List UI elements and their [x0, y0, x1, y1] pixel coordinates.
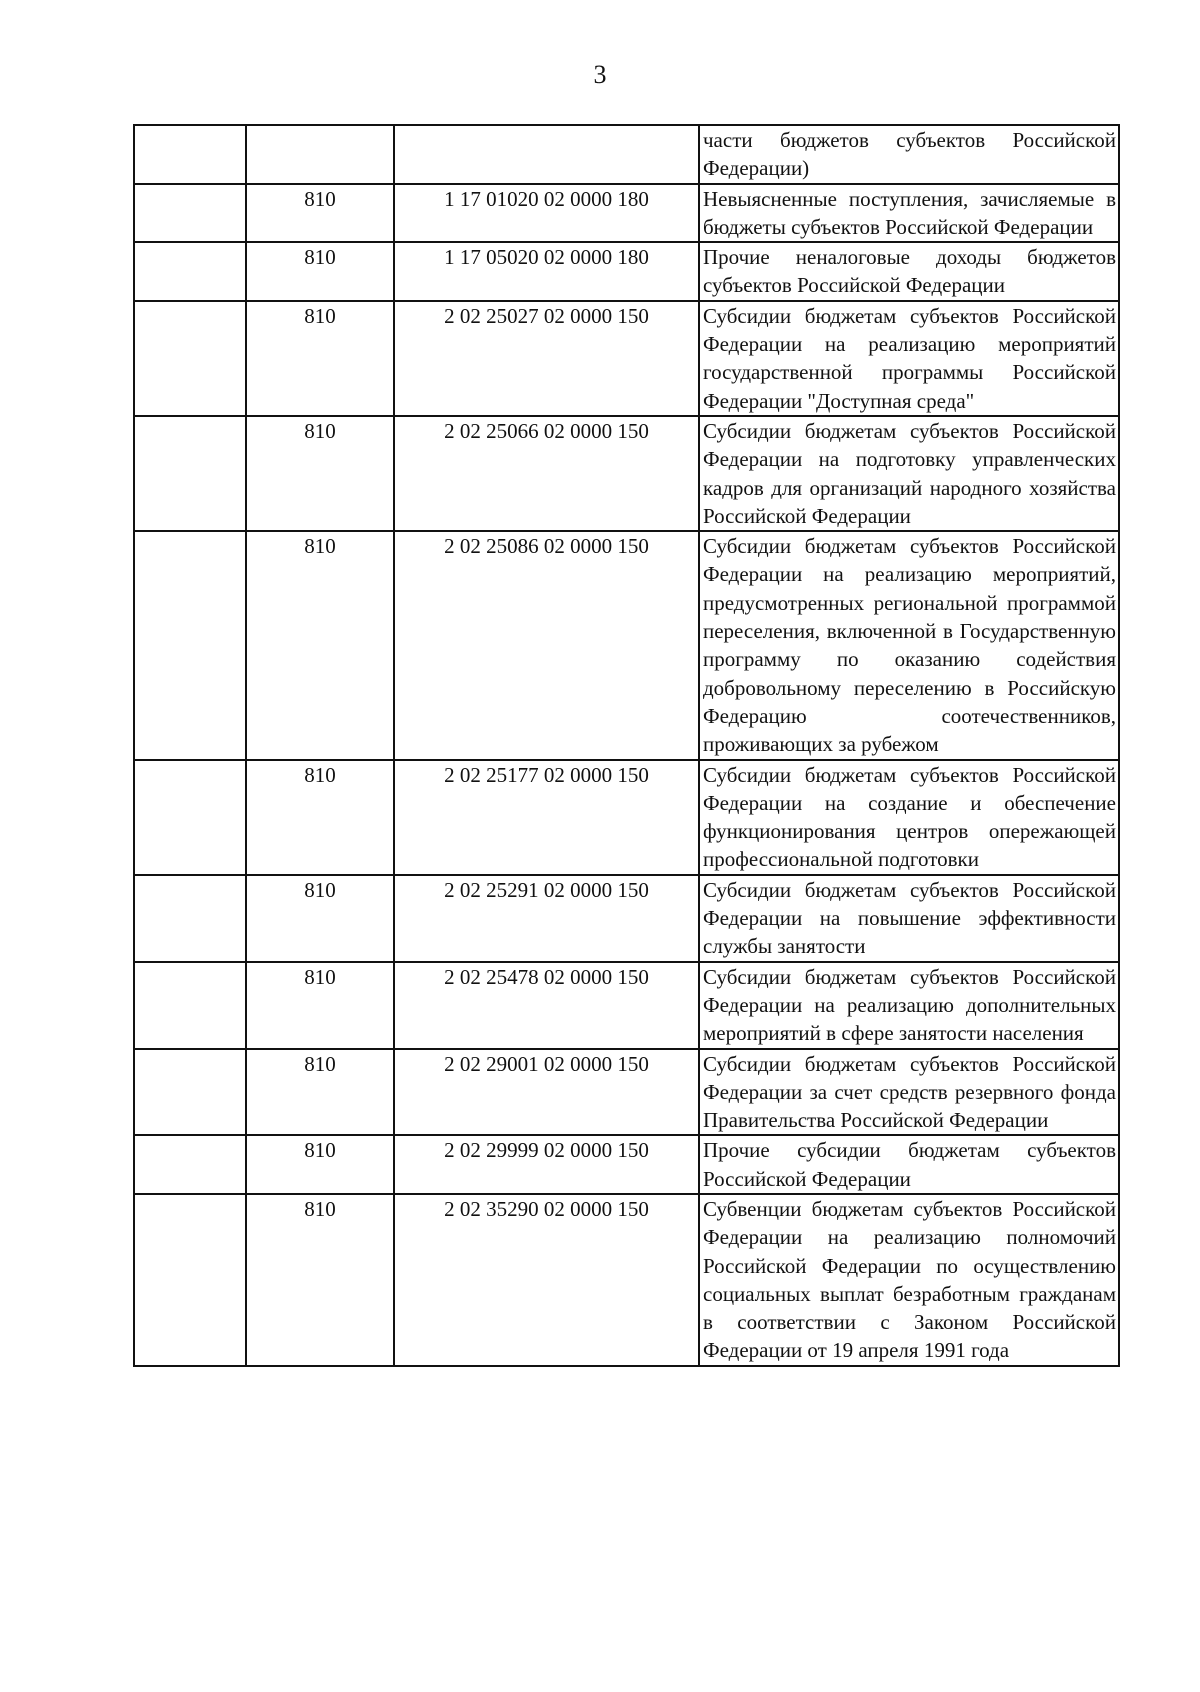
empty-cell: [134, 875, 246, 962]
empty-cell: [134, 1135, 246, 1194]
empty-cell: [134, 301, 246, 416]
table-row: [134, 1135, 1119, 1194]
empty-cell: [134, 531, 246, 759]
table-row: [134, 1049, 1119, 1136]
page-number: 3: [593, 60, 607, 89]
table-row: [134, 1194, 1119, 1366]
empty-cell: [134, 1049, 246, 1136]
revenue-code-cell: 2 02 25086 02 0000 150: [394, 531, 699, 759]
revenue-name-cell: Субсидии бюджетам субъектов Российской Федерации на реализацию дополнительных мероприятий в сфере занятости населения: [699, 962, 1119, 1049]
table-row: [134, 125, 1119, 184]
admin-code-cell: 810: [246, 416, 394, 531]
revenue-code-cell: 2 02 25291 02 0000 150: [394, 875, 699, 962]
table-row: [134, 184, 1119, 243]
table-row: [134, 242, 1119, 301]
admin-code-cell: 810: [246, 962, 394, 1049]
revenue-code-cell: 2 02 29001 02 0000 150: [394, 1049, 699, 1136]
revenue-code-cell: 2 02 25177 02 0000 150: [394, 760, 699, 875]
admin-code-cell: 810: [246, 1194, 394, 1366]
revenue-code-cell: 2 02 25027 02 0000 150: [394, 301, 699, 416]
revenue-code-cell: 2 02 25478 02 0000 150: [394, 962, 699, 1049]
revenue-code-cell: 2 02 35290 02 0000 150: [394, 1194, 699, 1366]
empty-cell: [134, 1194, 246, 1366]
revenue-name-cell: Субсидии бюджетам субъектов Российской Федерации на повышение эффективности службы занятости: [699, 875, 1119, 962]
empty-cell: [134, 184, 246, 243]
empty-cell: [134, 125, 246, 184]
table-row: [134, 531, 1119, 759]
revenue-code-cell: 1 17 05020 02 0000 180: [394, 242, 699, 301]
admin-code-cell: [246, 125, 394, 184]
revenue-name-cell: Субвенции бюджетам субъектов Российской Федерации на реализацию полномочий Российской Федерации по осуществлению социальных выплат безработным гражданам в соответствии с Законом Российской Федерации от 19 апреля 1991 года: [699, 1194, 1119, 1366]
admin-code-cell: 810: [246, 184, 394, 243]
table-row: [134, 416, 1119, 531]
budget-codes-table: [133, 124, 1120, 1367]
revenue-name-cell: части бюджетов субъектов Российской Федерации): [699, 125, 1119, 184]
empty-cell: [134, 242, 246, 301]
admin-code-cell: 810: [246, 760, 394, 875]
admin-code-cell: 810: [246, 242, 394, 301]
revenue-name-cell: Прочие субсидии бюджетам субъектов Российской Федерации: [699, 1135, 1119, 1194]
empty-cell: [134, 760, 246, 875]
revenue-code-cell: 2 02 25066 02 0000 150: [394, 416, 699, 531]
admin-code-cell: 810: [246, 1049, 394, 1136]
revenue-name-cell: Прочие неналоговые доходы бюджетов субъектов Российской Федерации: [699, 242, 1119, 301]
revenue-name-cell: Субсидии бюджетам субъектов Российской Федерации на создание и обеспечение функционирования центров опережающей профессиональной подготовки: [699, 760, 1119, 875]
admin-code-cell: 810: [246, 1135, 394, 1194]
table-row: [134, 760, 1119, 875]
table-row: [134, 962, 1119, 1049]
revenue-code-cell: [394, 125, 699, 184]
admin-code-cell: 810: [246, 531, 394, 759]
revenue-name-cell: Субсидии бюджетам субъектов Российской Федерации на реализацию мероприятий государственной программы Российской Федерации "Доступная среда": [699, 301, 1119, 416]
revenue-code-cell: 1 17 01020 02 0000 180: [394, 184, 699, 243]
revenue-name-cell: Субсидии бюджетам субъектов Российской Федерации на реализацию мероприятий, предусмотренных региональной программой переселения, включенной в Государственную программу по оказанию содействия добровольному переселению в Российскую Федерацию соотечественников, проживающих за рубежом: [699, 531, 1119, 759]
admin-code-cell: 810: [246, 875, 394, 962]
revenue-name-cell: Субсидии бюджетам субъектов Российской Федерации за счет средств резервного фонда Правительства Российской Федерации: [699, 1049, 1119, 1136]
admin-code-cell: 810: [246, 301, 394, 416]
table-row: [134, 875, 1119, 962]
revenue-code-cell: 2 02 29999 02 0000 150: [394, 1135, 699, 1194]
revenue-name-cell: Невыясненные поступления, зачисляемые в бюджеты субъектов Российской Федерации: [699, 184, 1119, 243]
revenue-name-cell: Субсидии бюджетам субъектов Российской Федерации на подготовку управленческих кадров для организаций народного хозяйства Российской Федерации: [699, 416, 1119, 531]
empty-cell: [134, 962, 246, 1049]
table-row: [134, 301, 1119, 416]
empty-cell: [134, 416, 246, 531]
